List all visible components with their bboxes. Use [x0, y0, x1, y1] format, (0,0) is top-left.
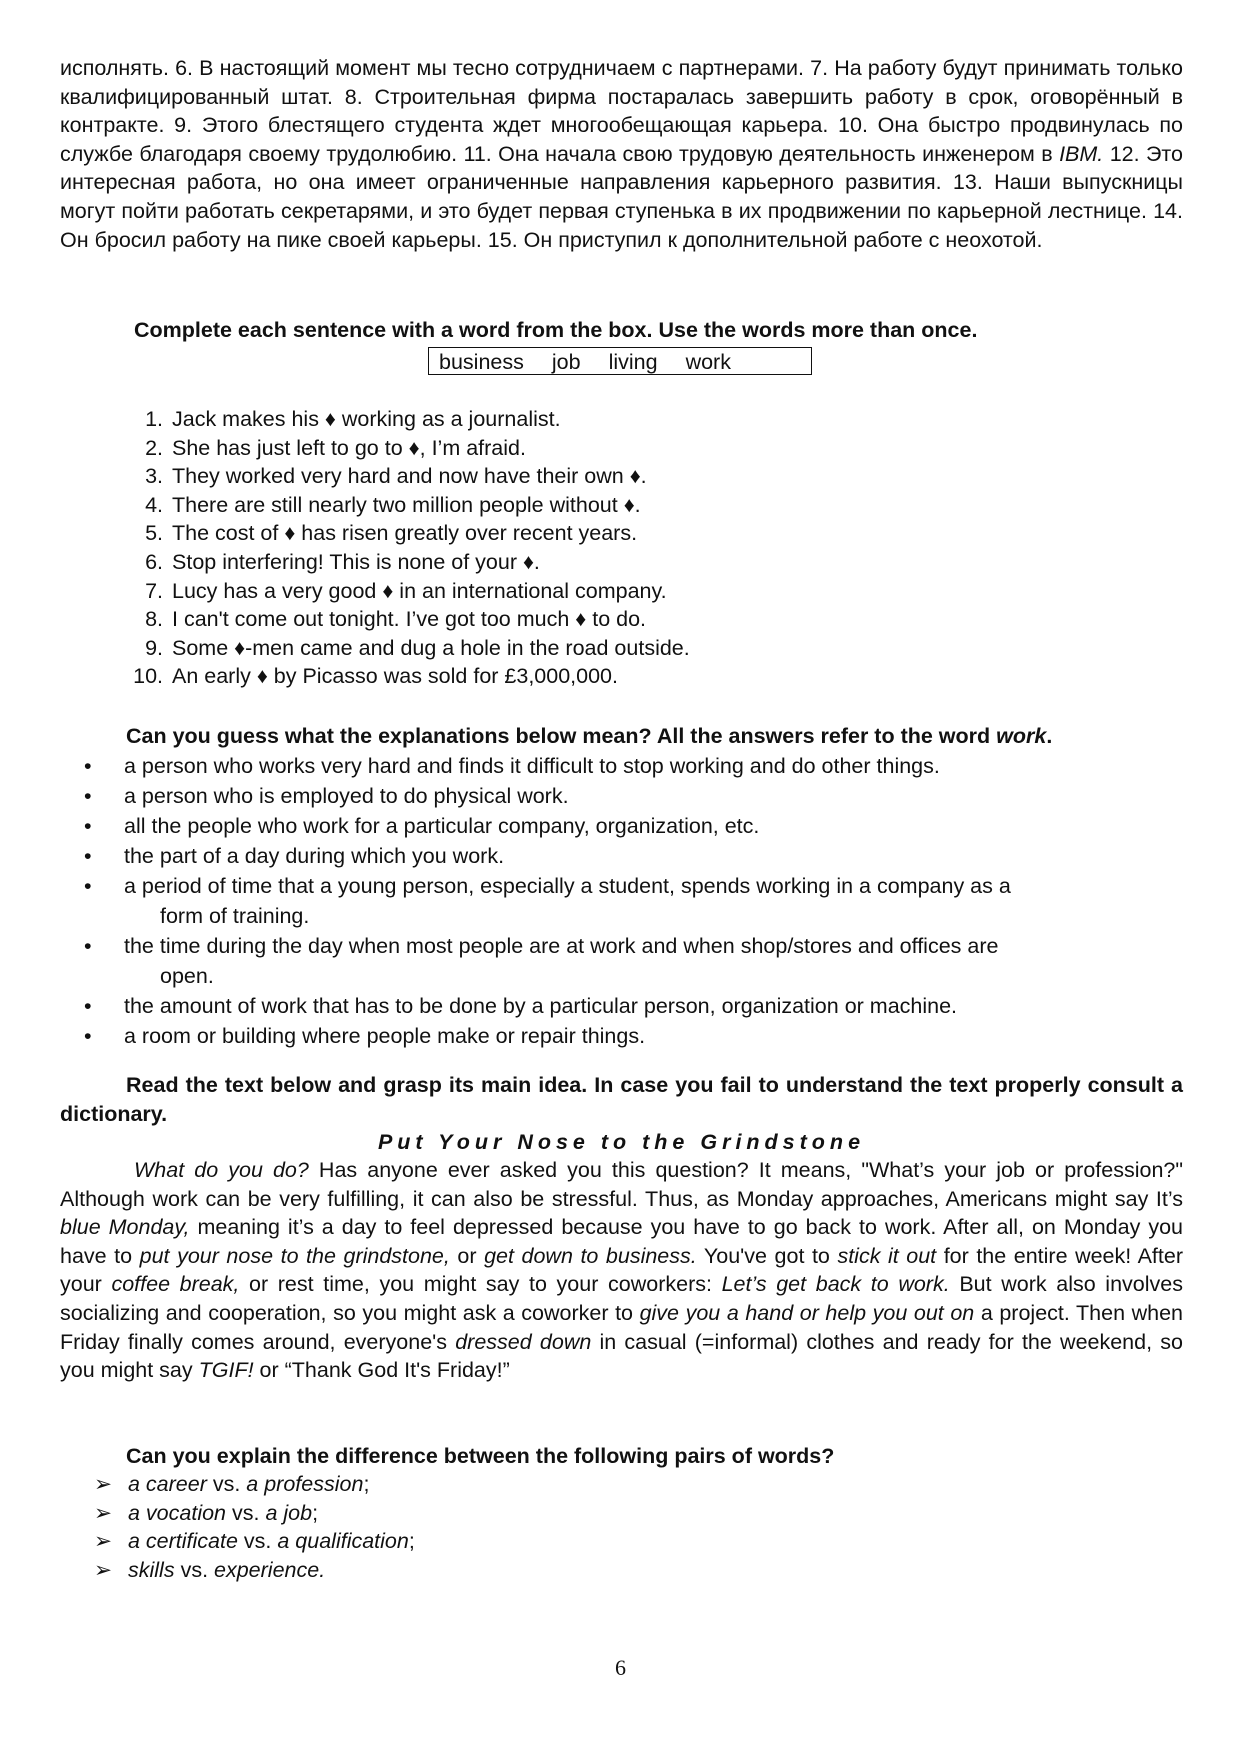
word-pair-item [60, 1470, 1183, 1499]
italic-phrase: a certificate [128, 1529, 238, 1554]
bullet-icon: • [84, 994, 92, 1018]
text-run: vs. [237, 1529, 278, 1554]
bullet-icon: • [84, 934, 92, 958]
italic-phrase: give you a hand or help you out on [639, 1300, 975, 1325]
italic-phrase: a job [265, 1500, 313, 1525]
sentence-item [50, 577, 1173, 606]
italic-phrase: a career [128, 1472, 207, 1496]
explanation-item [50, 1021, 1173, 1051]
heading-text: Can you guess what the explanations below mean? All the answers refer to the word [126, 724, 997, 748]
explanation-item [50, 871, 1173, 931]
bullet-icon: • [84, 874, 92, 898]
item-number: 10. [133, 664, 163, 689]
explanation-item [50, 811, 1173, 841]
word-box [428, 347, 812, 375]
item-number: 9. [145, 635, 163, 660]
exercise-1-list [50, 405, 1173, 691]
italic-phrase: coffee break, [111, 1272, 240, 1297]
sentence-text: They worked very hard and now have their own ♦. [172, 464, 647, 489]
page-number: 6 [615, 1655, 626, 1680]
sentence-item [50, 519, 1173, 548]
sentence-text: Some ♦-men came and dug a hole in the road outside. [172, 635, 690, 660]
heading-end: . [1046, 724, 1053, 748]
text-title: Put Your Nose to the Grindstone [377, 1130, 866, 1154]
text-run: or “Thank God It's Friday!” [253, 1358, 510, 1383]
explanation-item [50, 781, 1173, 811]
explanation-text: a period of time that a young person, especially a student, spends working in a company as a [124, 874, 1011, 898]
sentence-item [50, 434, 1173, 463]
item-number: 4. [145, 492, 163, 517]
exercise-2-list [50, 751, 1173, 1051]
exercise-4-heading: Can you explain the difference between the following pairs of words? [126, 1444, 835, 1468]
item-number: 1. [145, 407, 163, 431]
arrow-bullet-icon: ➢ [94, 1472, 113, 1496]
item-number: 3. [145, 464, 163, 489]
explanation-text: the part of a day during which you work. [124, 844, 505, 868]
word-pair-item [60, 1527, 1183, 1556]
heading-word: work [996, 724, 1047, 748]
text-run: But work also involves socializing and cooperation, so you might ask a coworker to [60, 1272, 1183, 1325]
sentence-text: There are still nearly two million people without ♦. [172, 492, 641, 517]
italic-phrase: experience. [214, 1557, 326, 1582]
explanation-continuation: open. [160, 964, 214, 988]
sentence-item [50, 605, 1173, 634]
bullet-icon: • [84, 844, 92, 868]
item-number: 6. [145, 549, 163, 574]
sentence-text: Jack makes his ♦ working as a journalist. [172, 407, 561, 431]
text-run: vs. [226, 1500, 266, 1525]
text-run: or rest time, you might say to your coworkers: [239, 1272, 722, 1297]
text-run: for the entire week! After your [60, 1243, 1183, 1297]
italic-phrase: a vocation [128, 1500, 227, 1525]
text-run: meaning it’s a day to feel depressed because you have to go back to work. After all, on Monday you have to [60, 1215, 1183, 1268]
text-run: in casual (=informal) clothes and ready for the weekend, so you might say [60, 1329, 1183, 1383]
exercise-4-list [60, 1470, 1183, 1584]
text-run: Has anyone ever asked you this question? It means, "What’s your job or profession?" Although work can be very fulfilling, it can also be stressful. Thus, as Monday approaches, Americans might say It’s [60, 1158, 1184, 1211]
exercise-3-heading: Read the text below and grasp its main idea. In case you fail to understand the text properly consult a dictionary. [60, 1073, 1183, 1126]
item-number: 7. [145, 578, 163, 603]
arrow-bullet-icon: ➢ [94, 1557, 113, 1582]
reading-text [60, 1156, 1183, 1385]
italic-phrase: What do you do? [134, 1158, 309, 1182]
word-pair-item [60, 1556, 1183, 1585]
explanation-text: the amount of work that has to be done by a particular person, organization or machine. [124, 994, 958, 1018]
italic-phrase: dressed down [455, 1329, 592, 1354]
explanation-item [50, 931, 1173, 991]
word-pair-item [60, 1499, 1183, 1528]
italic-phrase: a profession [246, 1472, 364, 1496]
bullet-icon: • [84, 784, 92, 808]
arrow-bullet-icon: ➢ [94, 1500, 113, 1525]
text-run: You've got to [696, 1243, 838, 1268]
box-word: job [551, 350, 581, 374]
text-run: a project. Then when Friday finally comes around, everyone's [60, 1300, 1183, 1354]
sentence-text: Lucy has a very good ♦ in an international company. [172, 578, 667, 603]
text-run: ; [363, 1472, 370, 1496]
italic-phrase: blue Monday, [60, 1215, 190, 1240]
exercise-1-heading: Complete each sentence with a word from the box. Use the words more than once. [134, 318, 978, 342]
bullet-icon: • [84, 754, 92, 778]
item-number: 2. [145, 435, 163, 460]
explanation-text: a person who works very hard and finds it difficult to stop working and do other things. [124, 754, 940, 778]
sentence-item [50, 662, 1173, 691]
bullet-icon: • [84, 814, 92, 838]
sentence-item [50, 462, 1173, 491]
explanation-text: all the people who work for a particular company, organization, etc. [124, 814, 760, 838]
russian-sentences [60, 54, 1183, 254]
text-run: or [449, 1243, 485, 1268]
item-number: 5. [145, 521, 163, 546]
box-word: business [439, 350, 524, 374]
sentence-item [50, 491, 1173, 520]
italic-phrase: TGIF! [198, 1358, 254, 1383]
box-word: work [685, 350, 731, 374]
bullet-icon: • [84, 1024, 92, 1048]
sentence-text: The cost of ♦ has risen greatly over recent years. [172, 521, 638, 546]
sentence-text: An early ♦ by Picasso was sold for £3,000,000. [172, 664, 618, 689]
explanation-item [50, 751, 1173, 781]
explanation-item [50, 841, 1173, 871]
italic-phrase: Let’s get back to work. [721, 1272, 950, 1297]
explanation-text: a room or building where people make or repair things. [124, 1024, 646, 1048]
ru-text: исполнять. 6. В настоящий момент мы тесно сотрудничаем с партнерами. 7. На работу будут принимать только квалифицированный штат. 8. Строительная фирма постаралась завершить работу в срок, оговорённый в контракте. 9. Этого блестящего студента ждет многообещающая карьера. 10. Она быстро продвинулась по службе благодаря своему трудолюбию. 11. Она начала свою трудовую деятельность инженером в [60, 56, 1183, 166]
item-number: 8. [145, 607, 163, 632]
text-run: vs. [174, 1557, 215, 1582]
sentence-item [50, 634, 1173, 663]
ru-text-end: 12. Это интересная работа, но она имеет ограниченные направления карьерного развития. 13. Наши выпускницы могут пойти работать секретарями, и это будет первая ступенька в их продвижении по карьерной лестнице. 14. Он бросил работу на пике своей карьеры. 15. Он приступил к дополнительной работе с неохотой. [60, 141, 1183, 252]
text-run: ; [408, 1529, 415, 1554]
ru-ibm: IBM. [1059, 141, 1104, 166]
sentence-item [50, 405, 1173, 434]
explanation-text: the time during the day when most people are at work and when shop/stores and offices are [124, 934, 999, 958]
sentence-text: I can't come out tonight. I’ve got too much ♦ to do. [172, 607, 647, 632]
italic-phrase: stick it out [837, 1243, 937, 1268]
explanation-item [50, 991, 1173, 1021]
italic-phrase: put your nose to the grindstone, [139, 1243, 450, 1268]
arrow-bullet-icon: ➢ [94, 1529, 113, 1554]
explanation-text: a person who is employed to do physical work. [124, 784, 569, 808]
sentence-text: She has just left to go to ♦, I’m afraid. [172, 435, 526, 460]
explanation-continuation: form of training. [160, 904, 310, 928]
text-run: vs. [206, 1472, 247, 1496]
text-run: ; [312, 1500, 319, 1525]
italic-phrase: a qualification [277, 1529, 409, 1554]
sentence-text: Stop interfering! This is none of your ♦. [172, 549, 540, 574]
sentence-item [50, 548, 1173, 577]
box-word: living [608, 350, 658, 374]
exercise-2-heading [60, 722, 1183, 751]
italic-phrase: get down to business. [484, 1243, 697, 1268]
italic-phrase: skills [128, 1557, 175, 1582]
